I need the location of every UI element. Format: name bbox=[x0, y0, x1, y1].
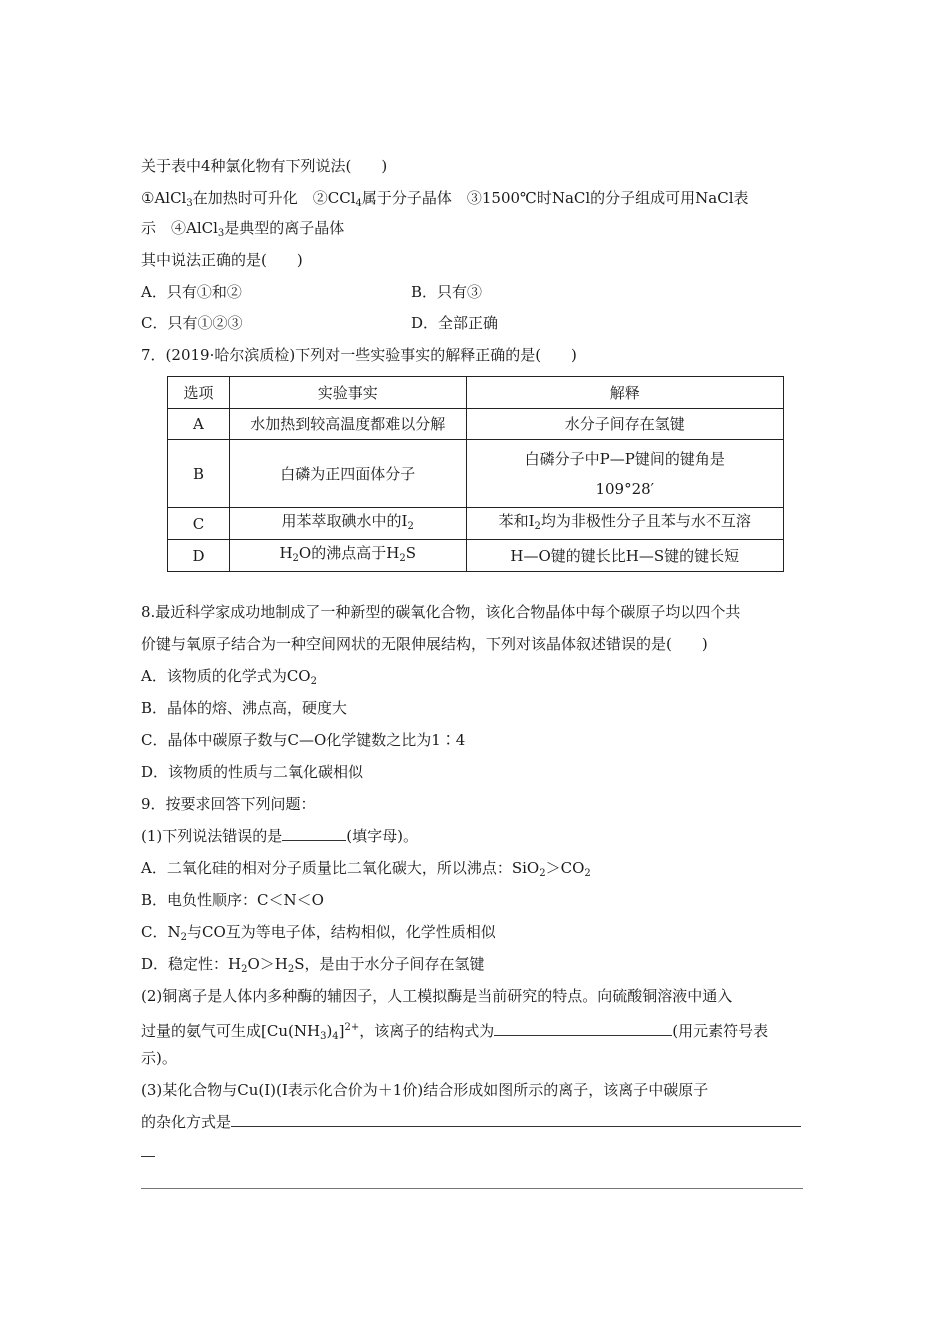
q8-stem-line-1: 8.最近科学家成功地制成了一种新型的碳氧化合物，该化合物晶体中每个碳原子均以四个共 bbox=[141, 603, 741, 621]
q8-option-c: C．晶体中碳原子数与C—O化学键数之比为1∶4 bbox=[141, 731, 466, 749]
cell-fact: 用苯萃取碘水中的$I_2$ bbox=[229, 508, 466, 540]
q9-option-b: B．电负性顺序：C＜N＜O bbox=[141, 891, 324, 909]
q9-part-2-line-3: 示)。 bbox=[141, 1049, 177, 1067]
q9-option-d: D．稳定性：$H_2O>H_2S$，是由于水分子间存在氢键 bbox=[141, 955, 485, 975]
q9-part-1: (1)下列说法错误的是 (填字母)。 bbox=[141, 827, 418, 845]
q8-option-d: D．该物质的性质与二氧化碳相似 bbox=[141, 763, 364, 781]
intro-question: 其中说法正确的是( ) bbox=[141, 251, 303, 269]
cell-explanation: H—O键的键长比H—S键的键长短 bbox=[466, 540, 784, 572]
table-row bbox=[168, 377, 784, 409]
answer-blank[interactable] bbox=[282, 826, 346, 841]
cell-fact: 水加热到较高温度都难以分解 bbox=[229, 409, 466, 440]
intro-title: 关于表中4种氯化物有下列说法( ) bbox=[141, 157, 388, 175]
q7-table bbox=[167, 376, 784, 572]
cell-option: B bbox=[168, 440, 230, 508]
table-row bbox=[168, 409, 784, 440]
cell-fact: $H_2O$的沸点高于$H_2S$ bbox=[229, 540, 466, 572]
cell-explanation: 白磷分子中P—P键间的键角是 109°28′ bbox=[466, 440, 784, 508]
header-explanation: 解释 bbox=[466, 377, 784, 409]
q8-stem-line-2: 价键与氧原子结合为一种空间网状的无限伸展结构，下列对该晶体叙述错误的是( ) bbox=[141, 635, 708, 653]
q8-option-b: B．晶体的熔、沸点高，硬度大 bbox=[141, 699, 348, 717]
q9-stem: 9．按要求回答下列问题： bbox=[141, 795, 316, 813]
table-row bbox=[168, 508, 784, 540]
option-d: D．全部正确 bbox=[411, 314, 499, 332]
answer-blank-continued[interactable] bbox=[141, 1142, 155, 1162]
q9-option-c: C．$N_2$与CO互为等电子体，结构相似，化学性质相似 bbox=[141, 923, 496, 943]
q9-part-2-line-1: (2)铜离子是人体内多种酶的辅因子，人工模拟酶是当前研究的特点。向硫酸铜溶液中通入 bbox=[141, 987, 733, 1005]
cell-explanation: 水分子间存在氢键 bbox=[466, 409, 784, 440]
header-option: 选项 bbox=[168, 377, 230, 409]
cell-explanation: 苯和$I_2$均为非极性分子且苯与水不互溶 bbox=[466, 508, 784, 540]
q7-stem: 7．(2019·哈尔滨质检)下列对一些实验事实的解释正确的是( ) bbox=[141, 346, 577, 364]
answer-blank[interactable] bbox=[494, 1021, 672, 1036]
answer-line[interactable] bbox=[141, 1188, 803, 1189]
cell-option: C bbox=[168, 508, 230, 540]
cell-option: A bbox=[168, 409, 230, 440]
statement-line-1: ①AlCl$_3$在加热时可升化 ②CCl$_4$属于分子晶体 ③1500℃时NaCl的分子组成可用NaCl表 bbox=[141, 189, 749, 209]
option-a: A．只有①和② bbox=[141, 283, 242, 301]
q9-part-3-line-1: (3)某化合物与Cu(Ⅰ)(Ⅰ表示化合价为＋1价)结合形成如图所示的离子，该离子中碳原子 bbox=[141, 1081, 709, 1099]
q8-option-a: A．该物质的化学式为$CO_2$ bbox=[141, 667, 317, 687]
q9-part-2-line-2: 过量的氨气可生成$[Cu(NH_3)_4]^{2+}$，该离子的结构式为 (用元素符号表 bbox=[141, 1022, 769, 1042]
statement-line-2: 示 ④AlCl$_3$是典型的离子晶体 bbox=[141, 219, 345, 239]
cell-fact: 白磷为正四面体分子 bbox=[229, 440, 466, 508]
q9-option-a: A．二氧化硅的相对分子质量比二氧化碳大，所以沸点：$SiO_2>CO_2$ bbox=[141, 859, 591, 879]
cell-option: D bbox=[168, 540, 230, 572]
option-b: B．只有③ bbox=[411, 283, 483, 301]
header-fact: 实验事实 bbox=[229, 377, 466, 409]
option-c: C．只有①②③ bbox=[141, 314, 243, 332]
table-row bbox=[168, 440, 784, 508]
answer-blank[interactable] bbox=[231, 1112, 801, 1127]
q9-part-3-line-2: 的杂化方式是 bbox=[141, 1112, 801, 1132]
table-row bbox=[168, 540, 784, 572]
